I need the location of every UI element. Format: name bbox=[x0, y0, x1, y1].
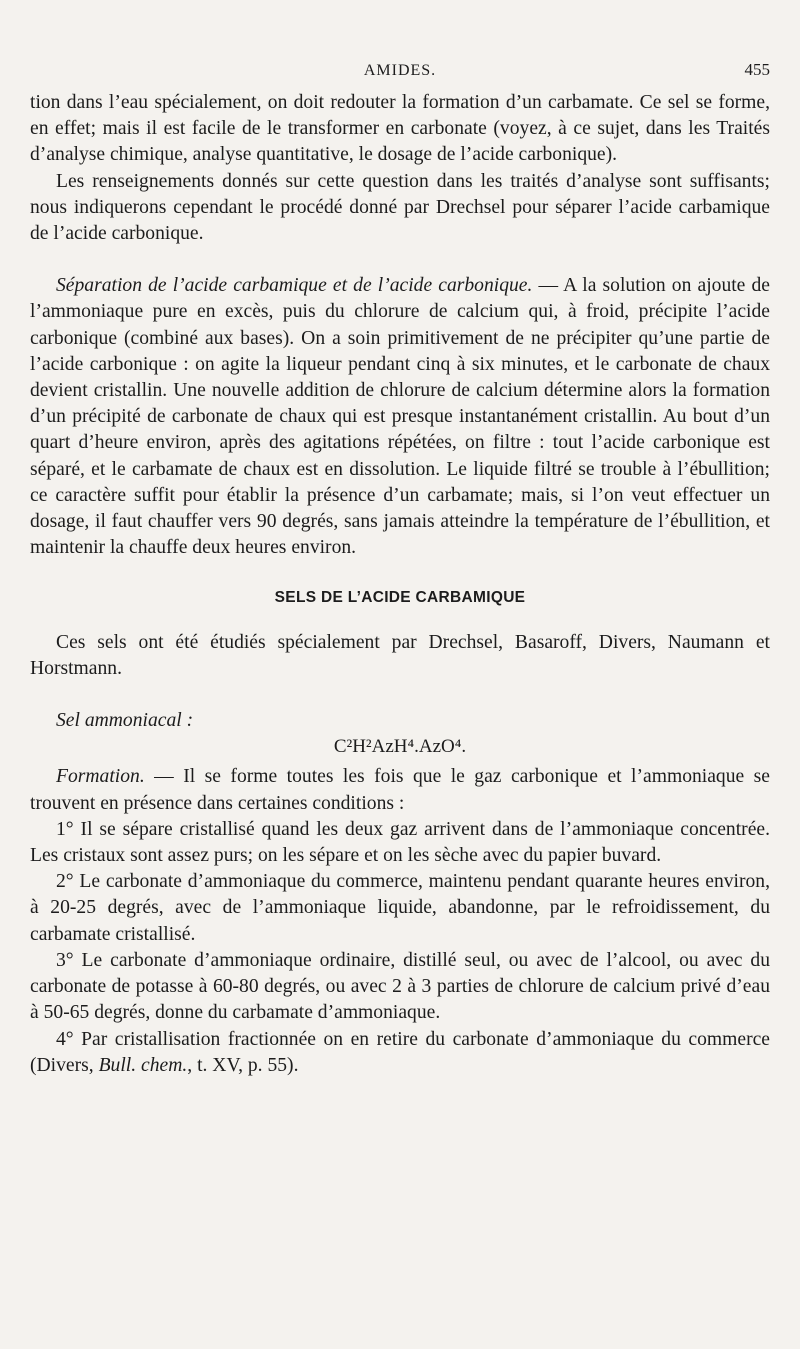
paragraph-1: tion dans l’eau spécialement, on doit redouter la formation d’un carbamate. Ce sel se forme, en effet; mais il est facile de le transformer en carbonate (voyez, à ce sujet, dans les Traités d’analyse chimique, analyse quantitative, le dosage de l’acide carbonique). bbox=[30, 92, 770, 166]
list-item-2: 2° Le carbonate d’ammoniaque du commerce, maintenu pendant quarante heures environ, à 20-25 degrés, avec de l’ammoniaque liquide, abandonne, par le refroidissement, du carbamate cristallisé. bbox=[30, 871, 770, 945]
list-item-3: 3° Le carbonate d’ammoniaque ordinaire, distillé seul, ou avec de l’alcool, ou avec du carbonate de potasse à 60-80 degrés, ou avec 2 à 3 parties de chlorure de calcium privé d’eau à 50-65 degrés, donne du carbamate d’ammoniaque. bbox=[30, 949, 770, 1024]
section-title: SELS DE L’ACIDE CARBAMIQUE bbox=[274, 589, 526, 607]
separation-heading: Séparation de l’acide carbamique et de l’acide carbonique. bbox=[56, 275, 533, 297]
item4-text-a: 4° Par cristallisation fractionnée on en retire du carbonate d’ammoniaque du commerce (Divers, bbox=[30, 1028, 770, 1076]
page-body bbox=[30, 90, 770, 1079]
list-item-1: 1° Il se sépare cristallisé quand les deux gaz arrivent dans de l’ammoniaque concentrée. Les cristaux sont assez purs; on les sépare et on les sèche avec du papier buvard. bbox=[30, 818, 770, 867]
formation-text: — Il se forme toutes les fois que le gaz carbonique et l’ammoniaque se trouvent en présence dans certaines conditions : bbox=[30, 766, 770, 814]
running-title: AMIDES. bbox=[363, 62, 437, 79]
formation-heading: Formation. bbox=[56, 766, 145, 788]
paragraph-gap bbox=[30, 247, 770, 273]
page-number: 455 bbox=[744, 60, 770, 79]
list-item-4 bbox=[30, 1027, 770, 1079]
item4-citation: Bull. chem. bbox=[98, 1054, 188, 1076]
paragraph-authors: Ces sels ont été étudiés spécialement par Drechsel, Basaroff, Divers, Naumann et Horstmann. bbox=[30, 631, 770, 679]
paragraph-separation bbox=[30, 273, 770, 561]
paragraph-gap bbox=[30, 682, 770, 708]
paragraph-formation bbox=[30, 764, 770, 816]
sel-ammoniacal-heading: Sel ammoniacal : bbox=[56, 710, 194, 732]
separation-text: — A la solution on ajoute de l’ammoniaque pure en excès, puis du chlorure de calcium qui, à froid, précipite l’acide carbonique (combiné aux bases). On a soin primitivement de ne précipiter qu’une partie de l’acide carbonique : on agite la liqueur pendant cinq à six minutes, et le carbonate de chaux devient cristallin. Une nouvelle addition de chlorure de calcium détermine alors la formation d’un précipité de carbonate de chaux qui est presque instantanément cristallin. Au bout d’un quart d’heure environ, après des agitations répétées, on filtre : tout l’acide carbonique est séparé, et le carbamate de chaux est en dissolution. Le liquide filtré se trouble à l’ébullition; ce caractère suffit pour établir la présence d’un carbamate; mais, si l’on veut effectuer un dosage, il faut chauffer vers 90 degrés, sans jamais atteindre la température de l’ébullition, et maintenir la chauffe deux heures environ. bbox=[30, 275, 770, 559]
item4-text-b: , t. XV, p. 55). bbox=[187, 1054, 299, 1076]
chemical-formula: C²H²AzH⁴.AzO⁴. bbox=[333, 736, 467, 758]
paragraph-2: Les renseignements donnés sur cette question dans les traités d’analyse sont suffisants; nous indiquerons cependant le procédé donné par Drechsel pour séparer l’acide carbamique de l’acide carbonique. bbox=[30, 170, 770, 245]
page-header bbox=[0, 58, 800, 84]
